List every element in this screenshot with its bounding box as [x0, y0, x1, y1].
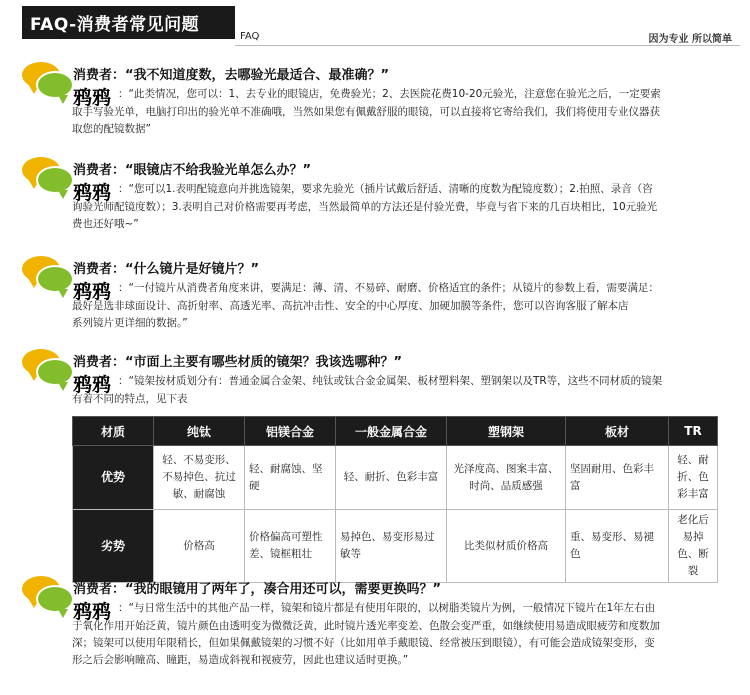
chat-bubble-icon	[22, 349, 70, 385]
table-cell: 老化后易掉色、断裂	[669, 510, 718, 583]
table-cell: 轻、耐腐蚀、坚硬	[245, 446, 336, 510]
answer-line: 于氧化作用开始泛黄，镜片颜色由透明变为微微泛黄，此时镜片透光率变差、色散会变严重，如继续使用易造成眼疲劳和度数加	[72, 620, 660, 632]
table-cell: 轻、耐折、色彩丰富	[336, 446, 447, 510]
header-slogan: 因为专业 所以简单	[648, 34, 732, 45]
table-header: 铝镁合金	[245, 417, 336, 446]
table-header: 纯钛	[154, 417, 245, 446]
table-cell: 光泽度高、图案丰富、时尚、品质感强	[447, 446, 566, 510]
table-header: 板材	[566, 417, 669, 446]
table-cell: 重、易变形、易褪色	[566, 510, 669, 583]
answer-line: 形之后会影响瞳高、瞳距，易造成斜视和视疲劳，因此也建议适时更换。”	[72, 654, 409, 666]
faq-question: 消费者：“我的眼镜用了两年了，凑合用还可以，需要更换吗？”	[73, 582, 442, 597]
header	[0, 0, 750, 45]
answer-line: ：“此类情况，您可以：1、去专业的眼镜店，免费验光；2、去医院花费10-20元验光，注意您在验光之后，一定要索	[118, 88, 661, 100]
frame-material-table	[72, 416, 718, 583]
chat-bubble-icon	[22, 157, 70, 193]
answer-line: ：“与日常生活中的其他产品一样，镜架和镜片都是有使用年限的，以树脂类镜片为例，一般情况下镜片在1年左右由	[118, 602, 656, 614]
answer-label: 鸦鸦	[73, 601, 112, 623]
answer-line: ：“一付镜片从消费者角度来讲，要满足：薄、清、不易碎、耐磨、价格适宜的条件；从镜片的参数上看，需要满足：	[118, 282, 659, 294]
answer-line: 询验光师配镜度数）；3.表明自己对价格需要再考虑，当然最简单的方法还是付验光费，毕竟与省下来的几百块相比，10元验光	[72, 201, 658, 213]
answer-line: 系列镜片更详细的数据。”	[72, 317, 188, 329]
faq-question: 消费者：“我不知道度数，去哪验光最适合、最准确？”	[73, 68, 390, 83]
answer-label: 鸦鸦	[73, 87, 112, 109]
row-label: 劣势	[73, 510, 154, 583]
table-cell: 坚固耐用、色彩丰富	[566, 446, 669, 510]
chat-bubble-icon	[22, 576, 70, 612]
faq-question: 消费者：“市面上主要有哪些材质的镜架？我该选哪种？”	[73, 355, 403, 370]
header-subtitle: FAQ	[240, 31, 260, 42]
table-cell: 价格偏高可塑性差、镜框粗壮	[245, 510, 336, 583]
faq-question: 消费者：“什么镜片是好镜片？”	[73, 262, 260, 277]
table-cell: 价格高	[154, 510, 245, 583]
table-header: 材质	[73, 417, 154, 446]
row-label: 优势	[73, 446, 154, 510]
chat-bubble-icon	[22, 256, 70, 292]
faq-question: 消费者：“眼镜店不给我验光单怎么办？”	[73, 163, 312, 178]
chat-bubble-icon	[22, 62, 70, 98]
answer-label: 鸦鸦	[73, 374, 112, 396]
answer-line: 深；镜架可以使用年限稍长，但如果佩戴镜架的习惯不好（比如用单手戴眼镜、经常被压到眼镜），有可能会造成镜架变形，变	[72, 637, 655, 649]
answer-line: 取手写验光单，电脑打印出的验光单不准确哦，当然如果您有佩戴舒服的眼镜，可以直接将它寄给我们，我们将使用专业仪器获	[72, 106, 660, 118]
answer-line: 有着不同的特点，见下表	[72, 393, 188, 405]
table-header-row	[73, 417, 718, 446]
answer-line: 最好是选非球面设计、高折射率、高透光率、高抗冲击性、安全的中心厚度、加硬加膜等条件，您可以咨询客服了解本店	[72, 300, 629, 312]
answer-line: ：“镜架按材质划分有：普通金属合金架、纯钛或钛合金金属架、板材塑料架、塑钢架以及TR等，这些不同材质的镜架	[118, 375, 663, 387]
table-cell: 易掉色、易变形易过敏等	[336, 510, 447, 583]
table-row	[73, 510, 718, 583]
table-header: 塑钢架	[447, 417, 566, 446]
table-row	[73, 446, 718, 510]
table-header: 一般金属合金	[336, 417, 447, 446]
header-divider	[235, 45, 740, 46]
page-title: FAQ-消费者常见问题	[30, 15, 200, 35]
table-cell: 比类似材质价格高	[447, 510, 566, 583]
answer-label: 鸦鸦	[73, 281, 112, 303]
answer-line: 取您的配镜数据”	[72, 123, 151, 135]
answer-line: 费也还好哦~”	[72, 218, 139, 230]
table-header: TR	[669, 417, 718, 446]
answer-label: 鸦鸦	[73, 182, 112, 204]
table-cell: 轻、耐折、色彩丰富	[669, 446, 718, 510]
table-cell: 轻、不易变形、不易掉色、抗过敏、耐腐蚀	[154, 446, 245, 510]
answer-line: ：“您可以1.表明配镜意向并挑选镜架，要求先验光（插片试戴后舒适、清晰的度数为配镜度数）；2.拍照、录音（咨	[118, 183, 653, 195]
